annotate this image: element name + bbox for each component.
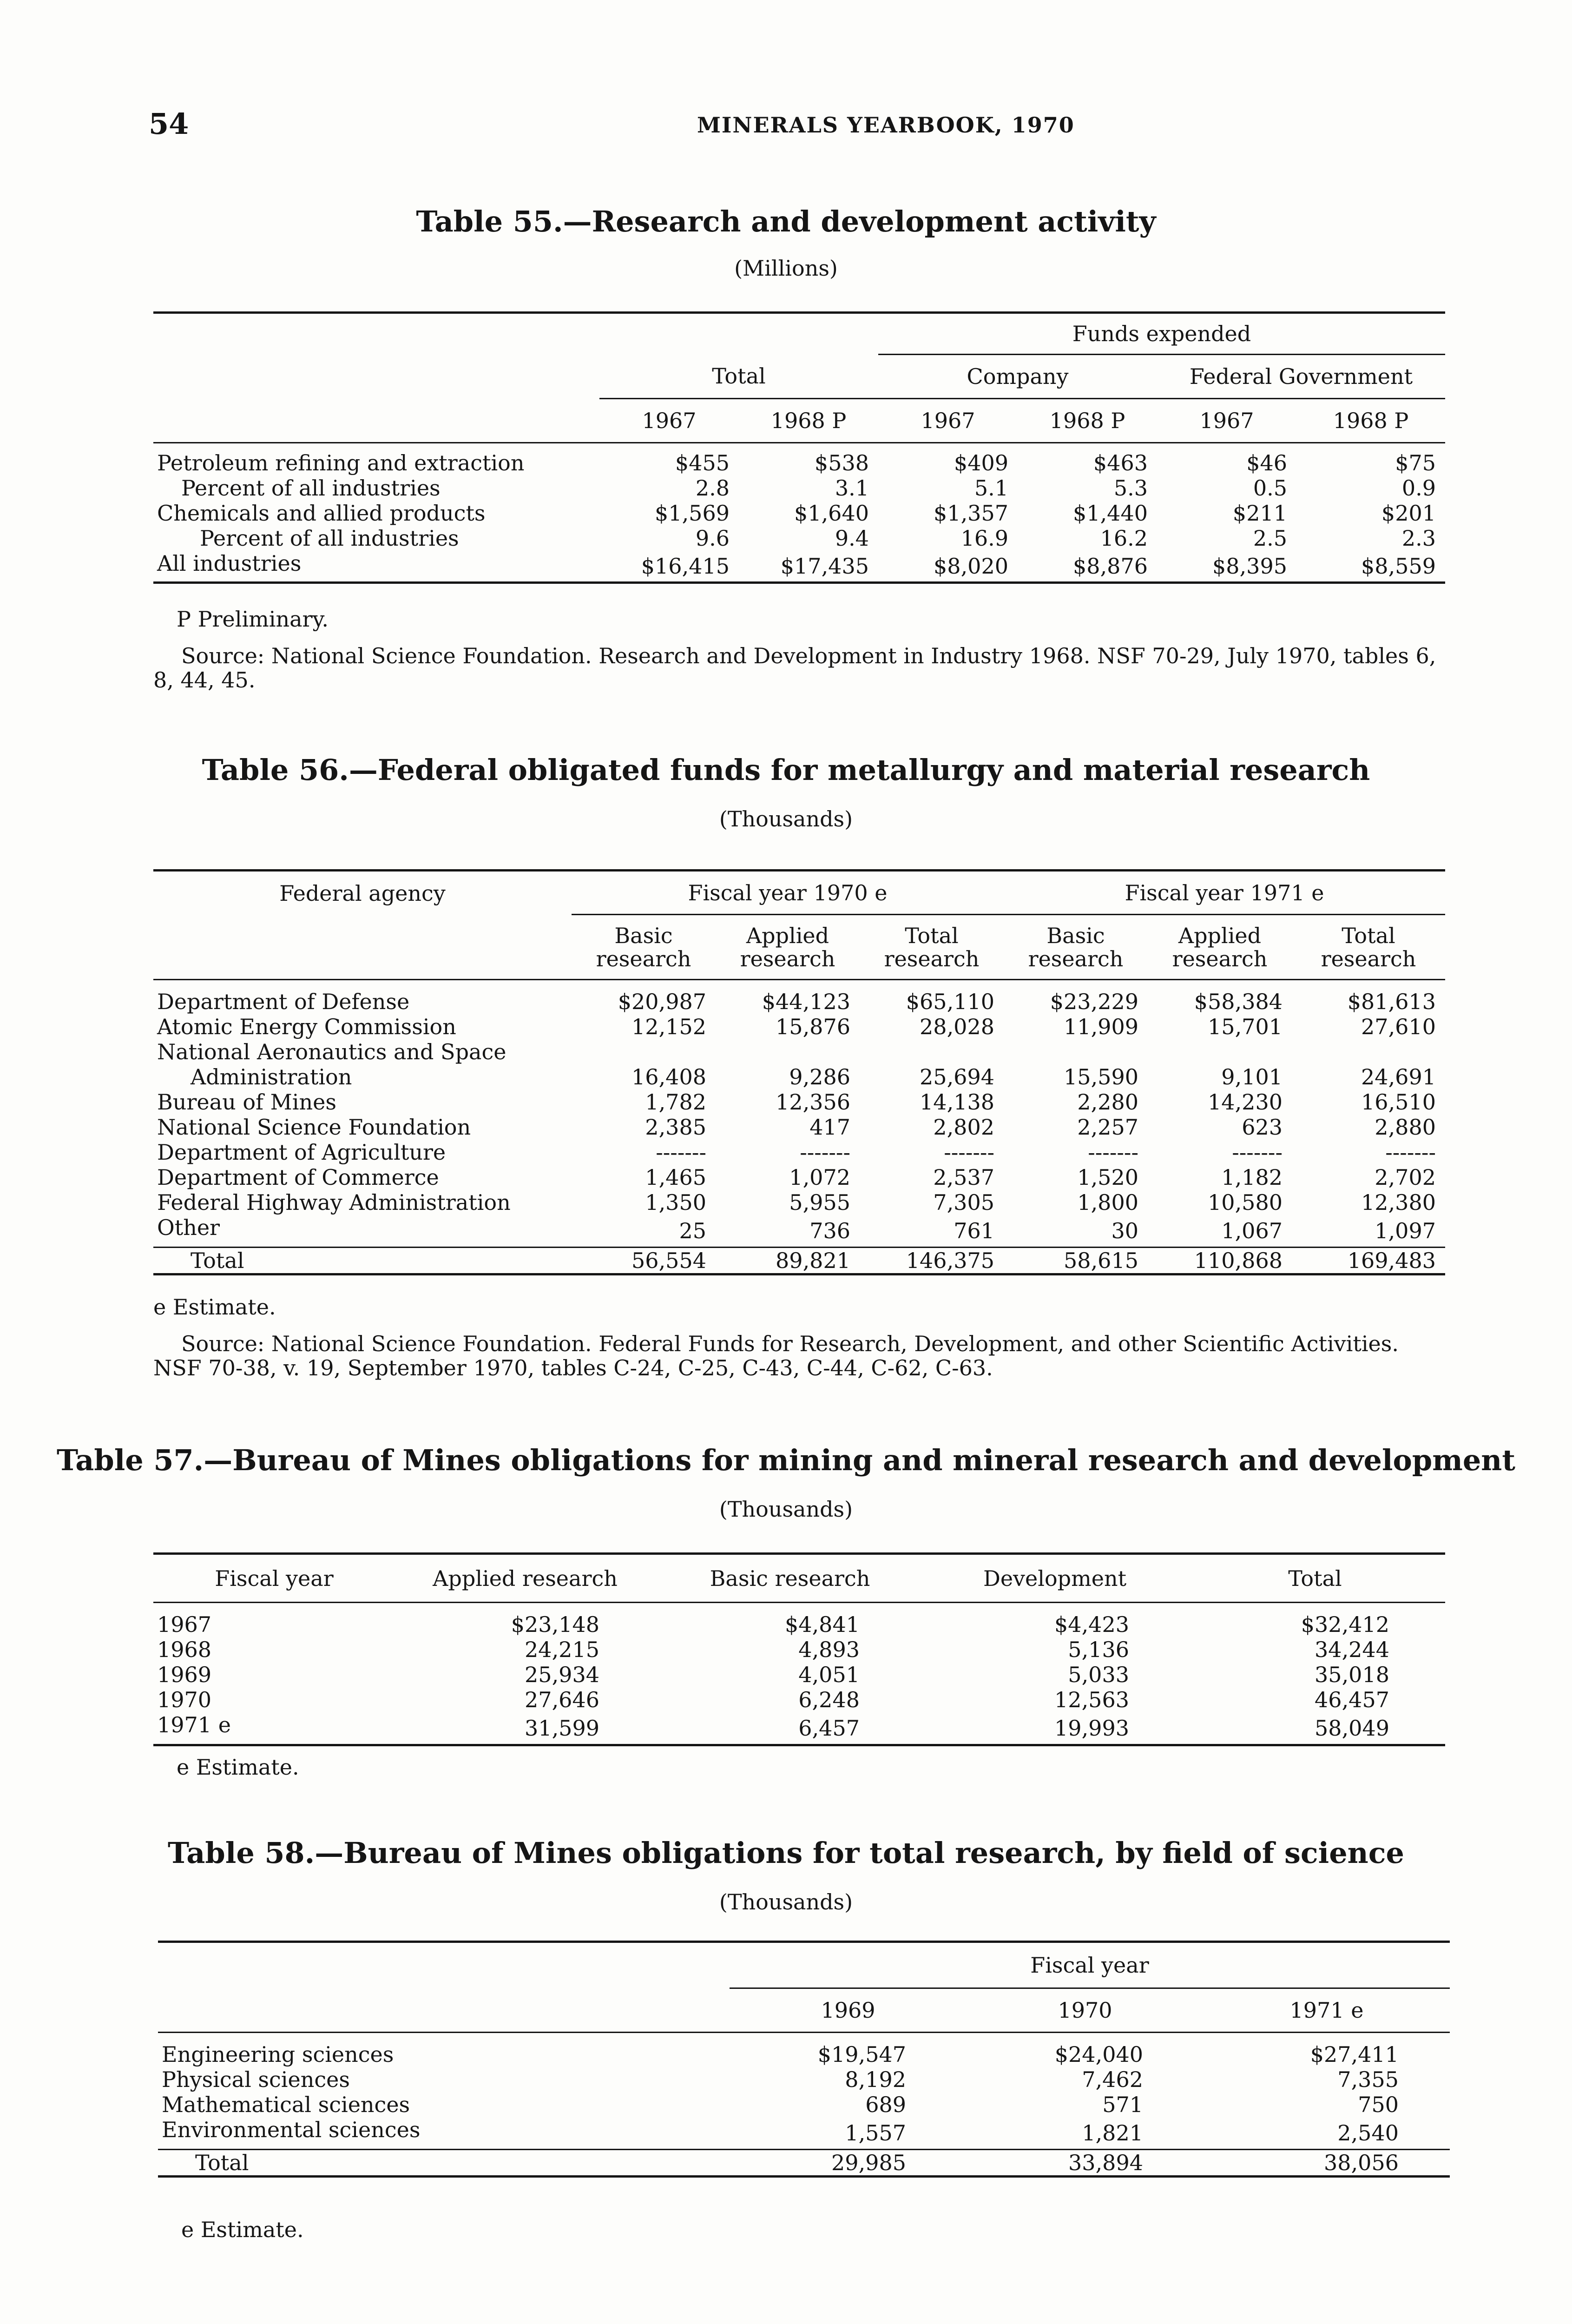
row-label: Chemicals and allied products <box>157 500 486 526</box>
cell: ------- <box>656 1139 706 1165</box>
table-row <box>153 1140 1445 1165</box>
cell: 1,067 <box>1221 1218 1283 1243</box>
table55-group-total: Total <box>599 355 878 399</box>
cell: 16,408 <box>631 1064 706 1089</box>
cell: ------- <box>1088 1139 1138 1165</box>
cell: 27,646 <box>525 1687 599 1712</box>
cell: 5,955 <box>789 1189 850 1215</box>
row-label: 1967 <box>157 1611 212 1637</box>
cell: 2.3 <box>1401 525 1436 551</box>
table56-subheader: Applied research <box>1172 923 1268 971</box>
cell: $1,569 <box>655 500 730 526</box>
cell: $16,415 <box>641 553 730 579</box>
row-label: Other <box>157 1215 220 1240</box>
cell: $23,148 <box>511 1611 599 1637</box>
cell <box>1148 1039 1292 1064</box>
cell: 35,018 <box>1315 1662 1389 1687</box>
cell: 11,909 <box>1064 1014 1138 1039</box>
cell <box>1004 1039 1148 1064</box>
cell: 1,097 <box>1375 1218 1436 1243</box>
cell: 33,894 <box>1068 2150 1143 2175</box>
cell: $8,395 <box>1212 553 1287 579</box>
cell: $24,040 <box>1054 2041 1143 2067</box>
cell <box>1292 1039 1445 1064</box>
cell: 28,028 <box>920 1014 994 1039</box>
table57-header: Development <box>983 1565 1127 1591</box>
table55-year: 1967 <box>1199 408 1254 433</box>
table-row <box>158 2092 1450 2117</box>
table56-stub-header: Federal agency <box>153 871 572 980</box>
cell: 1,520 <box>1077 1164 1138 1190</box>
cell: 24,215 <box>525 1637 599 1662</box>
table-row <box>153 526 1445 551</box>
cell: 5.3 <box>1113 475 1148 501</box>
cell: 25,694 <box>920 1064 994 1089</box>
table58-year: 1969 <box>821 1998 875 2023</box>
cell: 14,230 <box>1208 1089 1283 1115</box>
table57-header: Basic research <box>710 1565 870 1591</box>
cell: $538 <box>814 450 869 475</box>
table55-stub-header <box>153 313 599 355</box>
cell: 4,051 <box>798 1662 860 1687</box>
table56-title: Table 56.—Federal obligated funds for metallurgy and material research <box>202 753 1370 787</box>
table56-fy1970-header: Fiscal year 1970 e <box>572 871 1004 915</box>
row-label: 1971 e <box>157 1712 231 1737</box>
cell: $19,547 <box>817 2041 906 2067</box>
cell: 750 <box>1358 2092 1399 2117</box>
row-label: Atomic Energy Commission <box>157 1014 456 1039</box>
cell: 6,457 <box>798 1715 860 1741</box>
row-label: Physical sciences <box>162 2067 350 2092</box>
cell: 1,821 <box>1082 2120 1143 2146</box>
cell: 2,880 <box>1375 1114 1436 1140</box>
cell: 623 <box>1242 1114 1283 1140</box>
row-label: Total <box>195 2150 249 2175</box>
cell: 169,483 <box>1347 1248 1436 1273</box>
table56-subheader: Total research <box>1321 923 1416 971</box>
table56 <box>153 869 1445 1275</box>
row-label: Petroleum refining and extraction <box>157 450 525 475</box>
cell: 5.1 <box>974 475 1008 501</box>
cell: 5,033 <box>1068 1662 1129 1687</box>
table-row <box>158 2117 1450 2150</box>
table-row <box>153 1637 1445 1662</box>
cell: $44,123 <box>762 989 850 1014</box>
table58 <box>158 1941 1450 2178</box>
running-head: MINERALS YEARBOOK, 1970 <box>697 112 1075 138</box>
cell: 571 <box>1102 2092 1143 2117</box>
table-row <box>153 1089 1445 1115</box>
row-label: 1969 <box>157 1662 212 1687</box>
table-row <box>158 2067 1450 2092</box>
table57 <box>153 1552 1445 1746</box>
cell: 1,782 <box>645 1089 706 1115</box>
cell: 1,557 <box>845 2120 906 2146</box>
cell: 30 <box>1111 1218 1138 1243</box>
cell: $1,357 <box>934 500 1008 526</box>
cell: 25 <box>679 1218 706 1243</box>
cell: 689 <box>865 2092 906 2117</box>
cell: 10,580 <box>1208 1189 1283 1215</box>
cell: 56,554 <box>631 1248 706 1273</box>
cell: 110,868 <box>1194 1248 1283 1273</box>
cell: 8,192 <box>845 2067 906 2092</box>
table-row <box>153 1215 1445 1248</box>
cell: 2,802 <box>933 1114 994 1140</box>
table57-header: Fiscal year <box>215 1565 334 1591</box>
table55-unit: (Millions) <box>734 256 838 281</box>
table56-footnote: e Estimate. <box>153 1294 276 1320</box>
cell: 0.5 <box>1253 475 1287 501</box>
cell: 58,049 <box>1315 1715 1389 1741</box>
table58-footnote: e Estimate. <box>181 2217 304 2242</box>
cell: 31,599 <box>525 1715 599 1741</box>
table-row <box>153 1115 1445 1140</box>
table-row <box>153 1612 1445 1637</box>
table55-year: 1968 P <box>1049 408 1125 433</box>
cell: 25,934 <box>525 1662 599 1687</box>
cell: $58,384 <box>1194 989 1283 1014</box>
table55-year: 1968 P <box>1333 408 1409 433</box>
table58-title: Table 58.—Bureau of Mines obligations for total research, by field of science <box>168 1836 1404 1870</box>
table56-source: Source: National Science Foundation. Federal Funds for Research, Development, and other Scientific Activities. NSF 70-38, v. 19, September 1970, tables C-24, C-25, C-43, C-44, C-62, C-63. <box>153 1331 1399 1380</box>
cell: $409 <box>954 450 1008 475</box>
table-row <box>153 501 1445 526</box>
row-label: National Science Foundation <box>157 1114 471 1140</box>
row-label: National Aeronautics and Space <box>157 1039 506 1064</box>
cell: $8,876 <box>1073 553 1148 579</box>
cell: 1,182 <box>1221 1164 1283 1190</box>
table56-fy1971-header: Fiscal year 1971 e <box>1004 871 1445 915</box>
cell: 1,350 <box>645 1189 706 1215</box>
cell: 417 <box>809 1114 850 1140</box>
cell: 4,893 <box>798 1637 860 1662</box>
table-row <box>153 1712 1445 1745</box>
cell: $455 <box>675 450 730 475</box>
cell: 2.5 <box>1253 525 1287 551</box>
cell: 19,993 <box>1054 1715 1129 1741</box>
cell: 2,702 <box>1375 1164 1436 1190</box>
table57-unit: (Thousands) <box>719 1497 853 1522</box>
cell: $75 <box>1395 450 1436 475</box>
cell: 34,244 <box>1315 1637 1389 1662</box>
cell: 15,701 <box>1208 1014 1283 1039</box>
cell: 1,465 <box>645 1164 706 1190</box>
cell: $46 <box>1246 450 1287 475</box>
table-row <box>153 989 1445 1014</box>
cell: 46,457 <box>1315 1687 1389 1712</box>
cell: 58,615 <box>1064 1248 1138 1273</box>
table-row <box>153 1165 1445 1190</box>
cell: 761 <box>954 1218 994 1243</box>
cell: 1,800 <box>1077 1189 1138 1215</box>
cell: 38,056 <box>1324 2150 1399 2175</box>
cell: $201 <box>1381 500 1436 526</box>
row-label: Total <box>191 1248 244 1273</box>
cell: $4,423 <box>1054 1611 1129 1637</box>
cell: $8,020 <box>934 553 1008 579</box>
cell: $1,640 <box>794 500 869 526</box>
cell: 2,537 <box>933 1164 994 1190</box>
table55-year: 1967 <box>921 408 975 433</box>
row-label: Bureau of Mines <box>157 1089 336 1115</box>
table55 <box>153 311 1445 584</box>
cell: 2,540 <box>1337 2120 1399 2146</box>
table55-footnote: P Preliminary. <box>177 607 329 632</box>
cell: $23,229 <box>1050 989 1138 1014</box>
table-row <box>153 1039 1445 1064</box>
total-row <box>158 2149 1450 2176</box>
table55-funds-header: Funds expended <box>878 313 1445 355</box>
row-label: 1970 <box>157 1687 212 1712</box>
cell: 146,375 <box>906 1248 994 1273</box>
table56-subheader: Basic research <box>596 923 691 971</box>
cell: 12,563 <box>1054 1687 1129 1712</box>
table58-unit: (Thousands) <box>719 1889 853 1915</box>
row-label: Percent of all industries <box>200 525 459 551</box>
cell: $1,440 <box>1073 500 1148 526</box>
row-label: Administration <box>191 1064 352 1089</box>
cell: 29,985 <box>831 2150 906 2175</box>
cell: 12,356 <box>776 1089 850 1115</box>
cell: $27,411 <box>1310 2041 1399 2067</box>
cell <box>716 1039 860 1064</box>
cell: $463 <box>1093 450 1148 475</box>
cell: 9.6 <box>695 525 730 551</box>
row-label: Department of Defense <box>157 989 410 1014</box>
cell: 9,286 <box>789 1064 850 1089</box>
cell: 15,590 <box>1064 1064 1138 1089</box>
cell: 7,305 <box>933 1189 994 1215</box>
cell: 7,355 <box>1337 2067 1399 2092</box>
cell: 16.2 <box>1100 525 1148 551</box>
table55-year: 1968 P <box>770 408 847 433</box>
row-label: Environmental sciences <box>162 2117 421 2142</box>
cell: 0.9 <box>1401 475 1436 501</box>
table-row <box>153 1064 1445 1089</box>
cell: 16,510 <box>1361 1089 1436 1115</box>
cell: 27,610 <box>1361 1014 1436 1039</box>
cell: 14,138 <box>920 1089 994 1115</box>
cell: 12,380 <box>1361 1189 1436 1215</box>
table56-unit: (Thousands) <box>719 806 853 832</box>
cell: 9.4 <box>835 525 869 551</box>
cell: 2,257 <box>1077 1114 1138 1140</box>
table58-fy-header: Fiscal year <box>730 1942 1450 1988</box>
table55-source: Source: National Science Foundation. Research and Development in Industry 1968. NSF 70-29, July 1970, tables 6, 8, 44, 45. <box>153 643 1436 693</box>
row-label: All industries <box>157 550 302 576</box>
cell: ------- <box>944 1139 994 1165</box>
row-label: Department of Commerce <box>157 1164 439 1190</box>
row-label: Engineering sciences <box>162 2041 394 2067</box>
cell: $4,841 <box>785 1611 860 1637</box>
cell: 9,101 <box>1221 1064 1283 1089</box>
row-label: 1968 <box>157 1637 212 1662</box>
table56-subheader: Applied research <box>740 923 835 971</box>
row-label: Mathematical sciences <box>162 2092 410 2117</box>
cell: 2,280 <box>1077 1089 1138 1115</box>
table-row <box>153 1014 1445 1039</box>
cell: 6,248 <box>798 1687 860 1712</box>
table-row <box>153 450 1445 475</box>
table57-header: Total <box>1288 1565 1342 1591</box>
cell: 736 <box>809 1218 850 1243</box>
cell: 1,072 <box>789 1164 850 1190</box>
table57-footnote: e Estimate. <box>177 1755 299 1780</box>
table55-year: 1967 <box>642 408 697 433</box>
table56-subheader: Basic research <box>1028 923 1124 971</box>
cell: 2,385 <box>645 1114 706 1140</box>
cell: ------- <box>800 1139 850 1165</box>
table-row <box>153 1662 1445 1687</box>
page-number: 54 <box>149 107 189 141</box>
table-row <box>153 1687 1445 1712</box>
cell: 89,821 <box>776 1248 850 1273</box>
cell: ------- <box>1385 1139 1436 1165</box>
table-row <box>153 1190 1445 1215</box>
cell: $211 <box>1232 500 1287 526</box>
page-header <box>149 107 1440 144</box>
cell: ------- <box>1232 1139 1283 1165</box>
cell <box>572 1039 716 1064</box>
table58-year: 1970 <box>1058 1998 1112 2023</box>
table57-title: Table 57.—Bureau of Mines obligations for mining and mineral research and development <box>57 1443 1515 1477</box>
table55-title: Table 55.—Research and development activity <box>416 205 1156 238</box>
cell: 5,136 <box>1068 1637 1129 1662</box>
table57-header: Applied research <box>433 1565 618 1591</box>
row-label: Federal Highway Administration <box>157 1189 511 1215</box>
cell: 3.1 <box>835 475 869 501</box>
table58-year: 1971 e <box>1289 1998 1364 2023</box>
table-row <box>153 475 1445 501</box>
cell <box>860 1039 1004 1064</box>
table-row <box>153 551 1445 583</box>
cell: $8,559 <box>1361 553 1436 579</box>
row-label: Department of Agriculture <box>157 1139 446 1165</box>
cell: 16.9 <box>960 525 1008 551</box>
cell: $81,613 <box>1347 989 1436 1014</box>
cell: $17,435 <box>780 553 869 579</box>
cell: 24,691 <box>1361 1064 1436 1089</box>
row-label: Percent of all industries <box>181 475 441 501</box>
cell: 7,462 <box>1082 2067 1143 2092</box>
table56-subheader: Total research <box>884 923 980 971</box>
table55-group-federal: Federal Government <box>1157 355 1445 399</box>
cell: $32,412 <box>1301 1611 1389 1637</box>
table55-group-company: Company <box>878 355 1157 399</box>
cell: 12,152 <box>631 1014 706 1039</box>
cell: 2.8 <box>695 475 730 501</box>
cell: $20,987 <box>618 989 706 1014</box>
cell: 15,876 <box>776 1014 850 1039</box>
total-row <box>153 1247 1445 1274</box>
cell: $65,110 <box>906 989 994 1014</box>
table-row <box>158 2042 1450 2067</box>
